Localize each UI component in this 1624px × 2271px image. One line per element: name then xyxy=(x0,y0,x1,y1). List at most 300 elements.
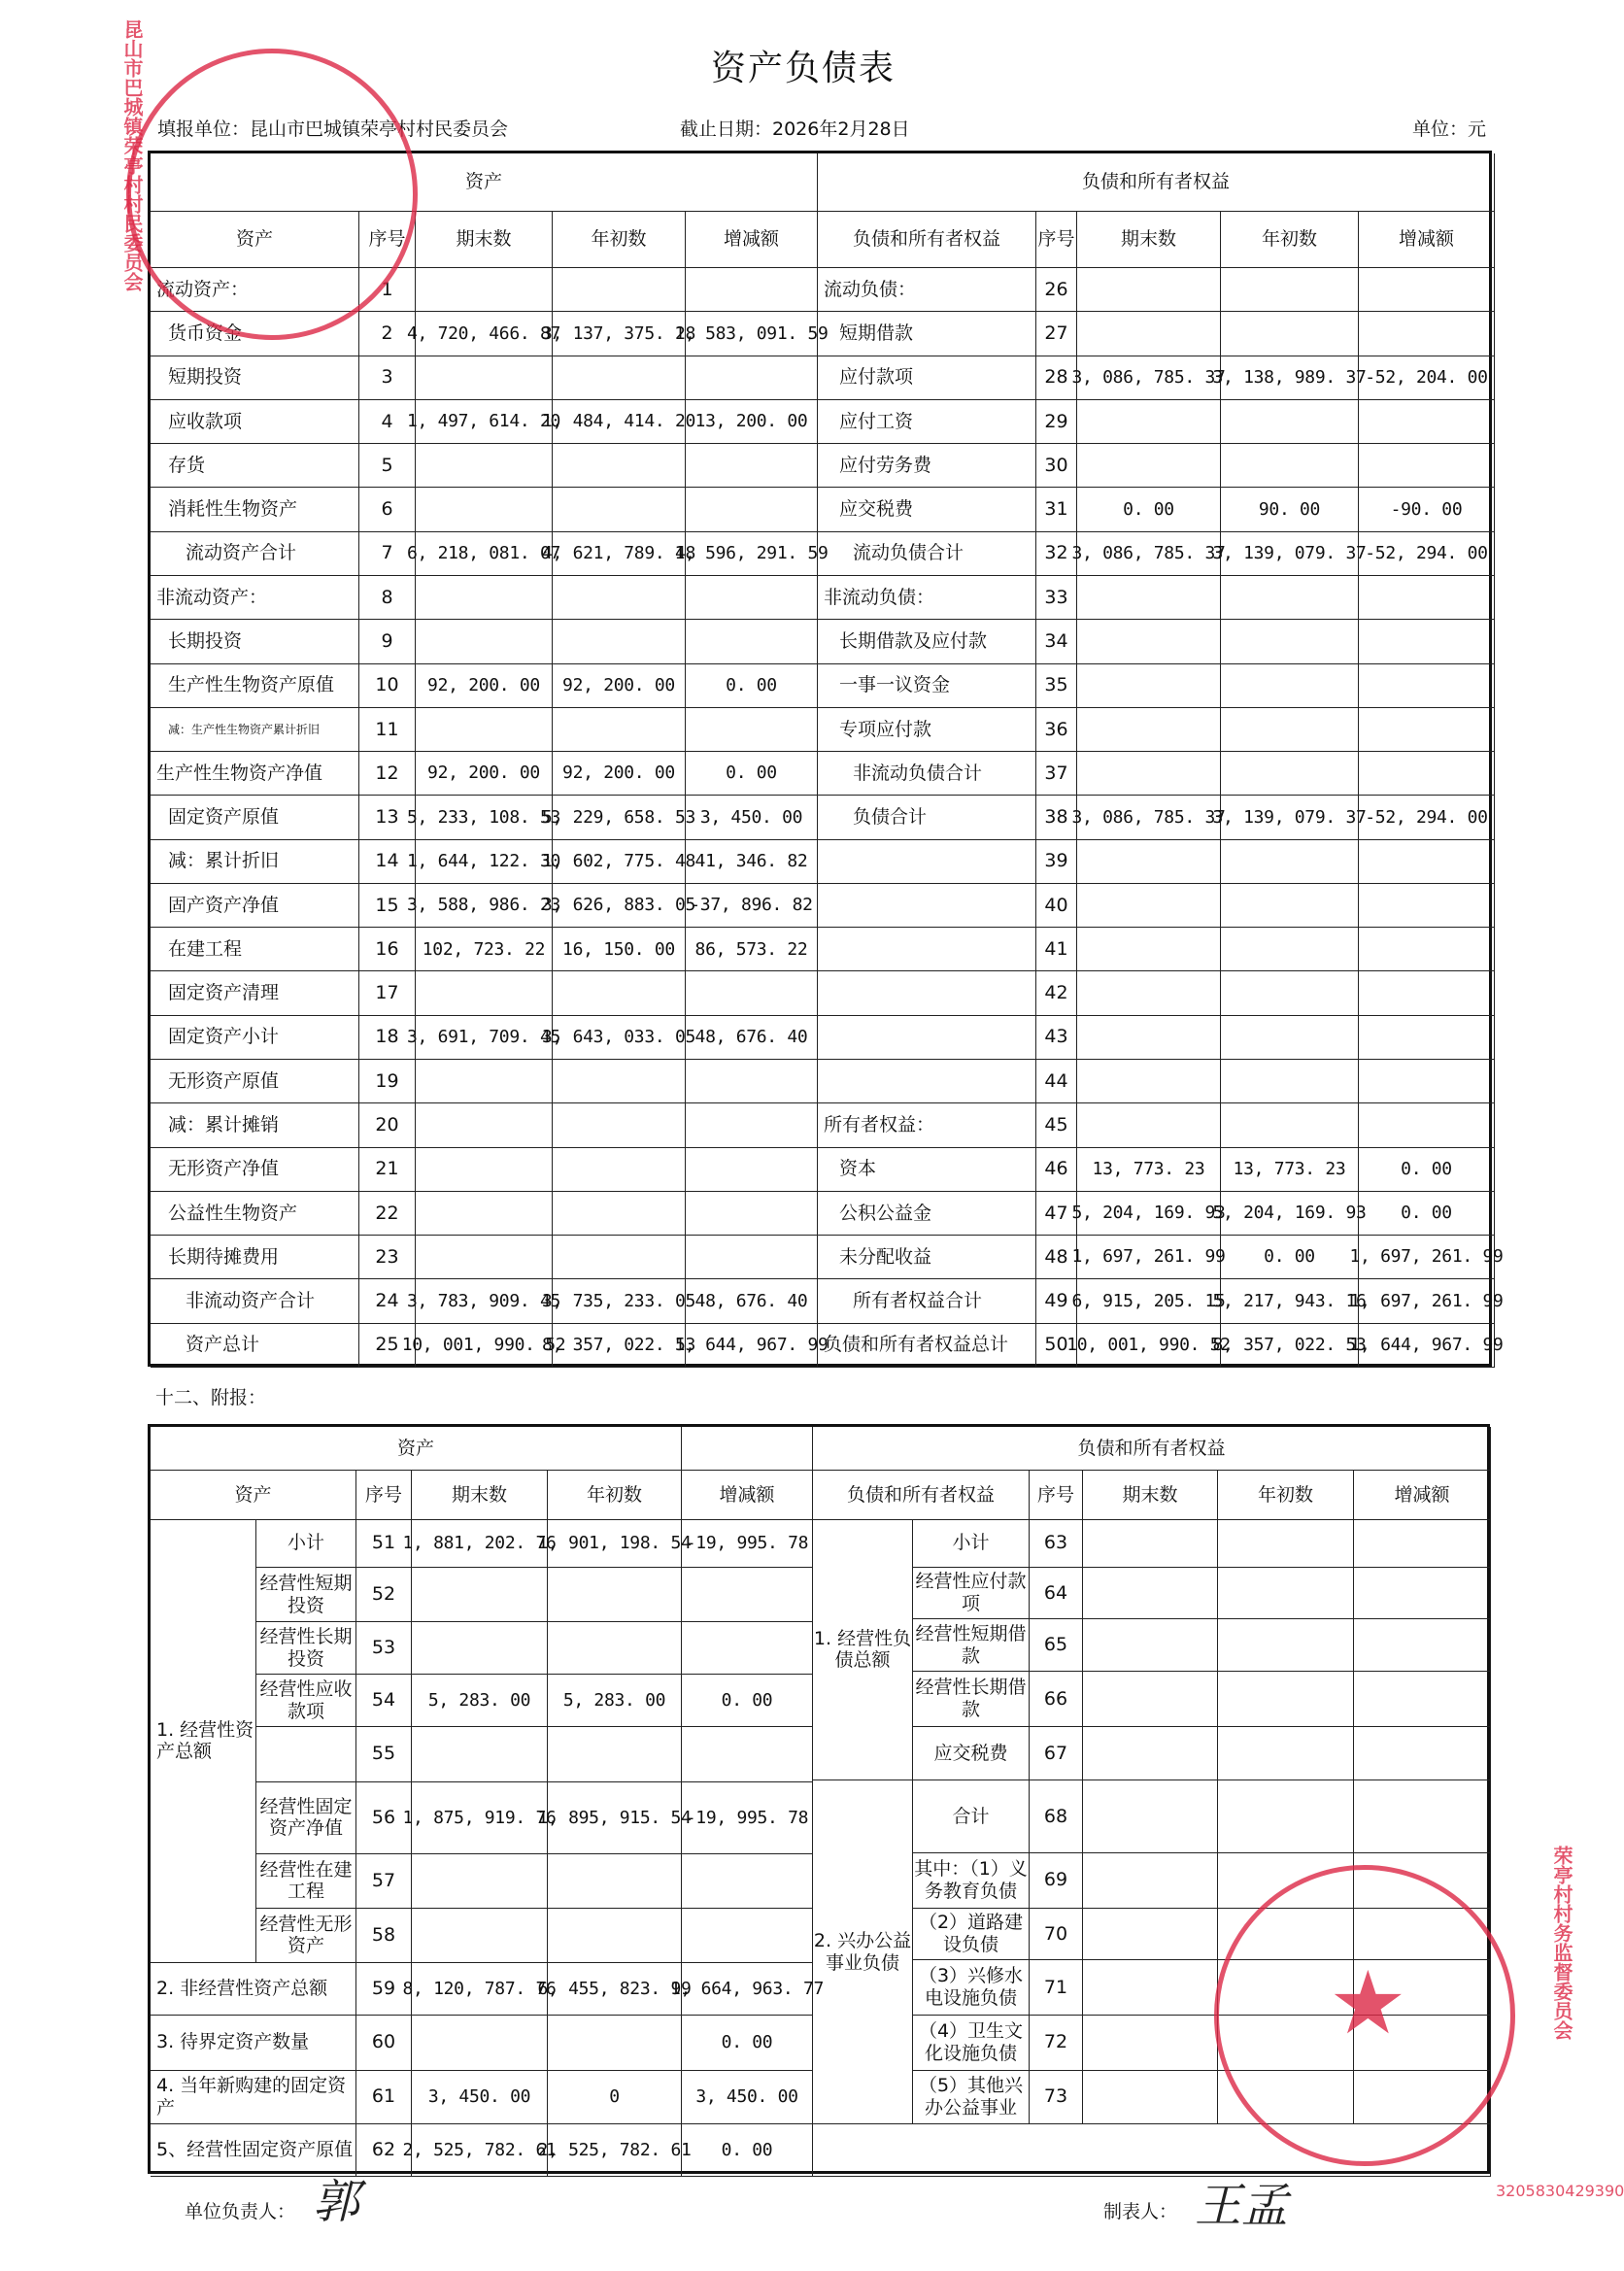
asset-change-amount: 1, 583, 091. 59 xyxy=(686,312,818,356)
asset-item-label: 货币资金 xyxy=(151,312,359,356)
asset-opening-balance: 4, 621, 789. 48 xyxy=(553,532,686,576)
supplement-asset-ending-balance: 5, 283. 00 xyxy=(412,1675,548,1727)
supplement-liability-item-label: （2）道路建设负债 xyxy=(913,1909,1030,1961)
liability-row-number: 36 xyxy=(1036,708,1077,752)
asset-change-amount: 1, 596, 291. 59 xyxy=(686,532,818,576)
supplement-asset-ending-balance: 3, 450. 00 xyxy=(412,2071,548,2124)
liability-item-label: 应付劳务费 xyxy=(818,444,1036,488)
liability-opening-balance xyxy=(1221,1060,1359,1103)
page-title: 资产负债表 xyxy=(710,49,896,88)
supplement-asset-row-number: 59 xyxy=(356,1963,412,2016)
asset-ending-balance: 102, 723. 22 xyxy=(416,928,553,971)
supplement-asset-row-number: 58 xyxy=(356,1909,412,1964)
asset-ending-balance: 1, 644, 122. 30 xyxy=(416,840,553,884)
liability-row-number: 43 xyxy=(1036,1016,1077,1060)
asset-ending-balance xyxy=(416,488,553,531)
liability-row-number: 49 xyxy=(1036,1279,1077,1323)
liability-change-amount xyxy=(1359,1016,1495,1060)
liability-ending-balance xyxy=(1077,752,1221,796)
supplement-liability-ending-balance xyxy=(1083,1519,1218,1567)
asset-ending-balance: 10, 001, 990. 52 xyxy=(416,1324,553,1368)
supplement-liability-change-amount xyxy=(1354,1672,1491,1727)
supplement-liability-row-number: 64 xyxy=(1030,1568,1083,1620)
supplement-asset-row-number: 60 xyxy=(356,2016,412,2071)
liability-opening-balance xyxy=(1221,268,1359,312)
asset-row-number: 5 xyxy=(359,444,416,488)
supplement-asset-row-number: 61 xyxy=(356,2071,412,2124)
asset-change-amount: -37, 896. 82 xyxy=(686,884,818,928)
asset-opening-balance: 8, 357, 022. 53 xyxy=(553,1324,686,1368)
supplement-asset-item-label xyxy=(256,1727,356,1782)
asset-opening-balance: 92, 200. 00 xyxy=(553,752,686,796)
supplement-asset-opening-balance: 0 xyxy=(548,2071,682,2124)
supplement-public-welfare-liabilities-group: 2. 兴办公益事业负债 xyxy=(813,1780,913,2124)
supplement-asset-change-amount: 0. 00 xyxy=(682,1675,813,1727)
liability-change-amount xyxy=(1359,312,1495,356)
asset-opening-balance xyxy=(553,708,686,752)
supplement-asset-item-label: 经营性无形资产 xyxy=(256,1909,356,1964)
asset-opening-balance xyxy=(553,1148,686,1192)
liability-item-label: 应交税费 xyxy=(818,488,1036,531)
liability-change-amount xyxy=(1359,840,1495,884)
liability-item-label: 长期借款及应付款 xyxy=(818,620,1036,663)
asset-opening-balance xyxy=(553,1103,686,1147)
supervision-stamp-text: 荣亭村村务监督委员会 xyxy=(1550,1846,1573,2040)
supplement-liability-opening-balance xyxy=(1218,2071,1354,2124)
supplement-liability-change-amount xyxy=(1354,1853,1491,1909)
supplement-liability-ending-balance xyxy=(1083,1960,1218,2016)
supplement-liability-row-number: 70 xyxy=(1030,1909,1083,1961)
supplement-asset-opening-balance: 6, 455, 823. 99 xyxy=(548,1963,682,2016)
supplement-liability-item-label: 经营性应付款项 xyxy=(913,1568,1030,1620)
supplement-liability-item-label: 应交税费 xyxy=(913,1727,1030,1780)
asset-ending-balance xyxy=(416,576,553,620)
liability-opening-balance xyxy=(1221,312,1359,356)
supplement-liability-change-amount xyxy=(1354,1960,1491,2016)
supplement-liability-item-label: （4）卫生文化设施负债 xyxy=(913,2016,1030,2071)
asset-change-amount xyxy=(686,971,818,1015)
asset-row-number: 3 xyxy=(359,356,416,400)
liability-opening-balance: 3, 139, 079. 37 xyxy=(1221,532,1359,576)
column-header: 期末数 xyxy=(1077,212,1221,268)
liability-opening-balance xyxy=(1221,752,1359,796)
supplement-asset-change-amount xyxy=(682,1909,813,1964)
asset-item-label: 非流动资产： xyxy=(151,576,359,620)
liability-item-label xyxy=(818,971,1036,1015)
liability-change-amount xyxy=(1359,1060,1495,1103)
liability-change-amount: -52, 204. 00 xyxy=(1359,356,1495,400)
liability-ending-balance xyxy=(1077,400,1221,444)
asset-item-label: 减：生产性生物资产累计折旧 xyxy=(151,708,359,752)
supplement-liability-opening-balance xyxy=(1218,1853,1354,1909)
liability-ending-balance: 1, 697, 261. 99 xyxy=(1077,1236,1221,1279)
liability-ending-balance xyxy=(1077,1016,1221,1060)
liability-item-label: 短期借款 xyxy=(818,312,1036,356)
liability-row-number: 44 xyxy=(1036,1060,1077,1103)
liability-item-label: 未分配收益 xyxy=(818,1236,1036,1279)
liability-opening-balance xyxy=(1221,971,1359,1015)
asset-change-amount xyxy=(686,268,818,312)
supplement-asset-ending-balance xyxy=(412,2016,548,2071)
liability-row-number: 39 xyxy=(1036,840,1077,884)
asset-ending-balance: 92, 200. 00 xyxy=(416,752,553,796)
liability-row-number: 35 xyxy=(1036,664,1077,708)
column-header: 增减额 xyxy=(686,212,818,268)
asset-item-label: 固定资产小计 xyxy=(151,1016,359,1060)
asset-row-number: 20 xyxy=(359,1103,416,1147)
asset-opening-balance: 5, 229, 658. 53 xyxy=(553,796,686,839)
liability-item-label xyxy=(818,1060,1036,1103)
liability-opening-balance xyxy=(1221,576,1359,620)
asset-change-amount: 41, 346. 82 xyxy=(686,840,818,884)
liability-row-number: 41 xyxy=(1036,928,1077,971)
asset-change-amount xyxy=(686,444,818,488)
asset-row-number: 22 xyxy=(359,1192,416,1236)
asset-row-number: 18 xyxy=(359,1016,416,1060)
liability-row-number: 37 xyxy=(1036,752,1077,796)
column-header: 资产 xyxy=(151,1471,356,1520)
liability-opening-balance xyxy=(1221,928,1359,971)
liability-item-label: 所有者权益： xyxy=(818,1103,1036,1147)
liability-row-number: 42 xyxy=(1036,971,1077,1015)
asset-change-amount: 3, 450. 00 xyxy=(686,796,818,839)
asset-row-number: 14 xyxy=(359,840,416,884)
liability-opening-balance xyxy=(1221,664,1359,708)
supplement-liability-row-number: 66 xyxy=(1030,1672,1083,1727)
asset-change-amount xyxy=(686,488,818,531)
supplement-liability-item-label: 经营性短期借款 xyxy=(913,1619,1030,1672)
supplement-assets-group-header: 资产 xyxy=(151,1427,682,1471)
liability-row-number: 26 xyxy=(1036,268,1077,312)
supplement-liability-opening-balance xyxy=(1218,2016,1354,2071)
star-icon: ★ xyxy=(1329,1952,1407,2054)
supplement-liability-ending-balance xyxy=(1083,1727,1218,1780)
liability-ending-balance: 13, 773. 23 xyxy=(1077,1148,1221,1192)
asset-row-number: 2 xyxy=(359,312,416,356)
asset-row-number: 1 xyxy=(359,268,416,312)
liability-ending-balance xyxy=(1077,884,1221,928)
asset-row-number: 21 xyxy=(359,1148,416,1192)
column-header: 年初数 xyxy=(1218,1471,1354,1520)
liability-change-amount xyxy=(1359,928,1495,971)
liability-change-amount xyxy=(1359,971,1495,1015)
balance-sheet-table xyxy=(148,151,1504,1367)
liability-row-number: 50 xyxy=(1036,1324,1077,1368)
supplement-asset-opening-balance xyxy=(548,1622,682,1675)
asset-change-amount xyxy=(686,356,818,400)
liability-item-label: 非流动负债合计 xyxy=(818,752,1036,796)
liability-ending-balance: 3, 086, 785. 37 xyxy=(1077,532,1221,576)
asset-item-label: 流动资产： xyxy=(151,268,359,312)
supplement-asset-opening-balance: 2, 525, 782. 61 xyxy=(548,2124,682,2177)
liability-opening-balance: 5, 217, 943. 16 xyxy=(1221,1279,1359,1323)
supplement-operating-assets-group: 1. 经营性资产总额 xyxy=(151,1519,256,1963)
asset-opening-balance xyxy=(553,444,686,488)
preparer-label: 制表人： xyxy=(1103,2201,1178,2222)
supplement-asset-row-number: 62 xyxy=(356,2124,412,2177)
column-header: 序号 xyxy=(1036,212,1077,268)
column-header: 年初数 xyxy=(553,212,686,268)
supplement-blank-header xyxy=(682,1427,813,1471)
supplement-asset-row-number: 52 xyxy=(356,1568,412,1623)
asset-item-label: 生产性生物资产原值 xyxy=(151,664,359,708)
asset-change-amount xyxy=(686,1148,818,1192)
asset-opening-balance: 3, 626, 883. 05 xyxy=(553,884,686,928)
liability-row-number: 38 xyxy=(1036,796,1077,839)
liability-opening-balance: 90. 00 xyxy=(1221,488,1359,531)
asset-item-label: 流动资产合计 xyxy=(151,532,359,576)
supplement-asset-ending-balance: 1, 881, 202. 76 xyxy=(412,1519,548,1567)
asset-item-label: 消耗性生物资产 xyxy=(151,488,359,531)
asset-row-number: 15 xyxy=(359,884,416,928)
reporting-unit: 填报单位：昆山市巴城镇荣亭村村民委员会 xyxy=(157,119,509,140)
liability-change-amount xyxy=(1359,884,1495,928)
supplement-liability-ending-balance xyxy=(1083,1853,1218,1909)
asset-ending-balance: 1, 497, 614. 20 xyxy=(416,400,553,444)
supplement-liability-item-label: （5）其他兴办公益事业 xyxy=(913,2071,1030,2124)
asset-row-number: 10 xyxy=(359,664,416,708)
supplement-asset-ending-balance xyxy=(412,1622,548,1675)
column-header: 资产 xyxy=(151,212,359,268)
asset-item-label: 减：累计摊销 xyxy=(151,1103,359,1147)
liability-item-label xyxy=(818,840,1036,884)
asset-item-label: 固定资产原值 xyxy=(151,796,359,839)
supplement-asset-opening-balance: 5, 283. 00 xyxy=(548,1675,682,1727)
liability-row-number: 33 xyxy=(1036,576,1077,620)
asset-change-amount xyxy=(686,620,818,663)
asset-ending-balance: 6, 218, 081. 07 xyxy=(416,532,553,576)
liability-row-number: 30 xyxy=(1036,444,1077,488)
liability-item-label: 流动负债： xyxy=(818,268,1036,312)
asset-ending-balance: 3, 691, 709. 45 xyxy=(416,1016,553,1060)
asset-row-number: 17 xyxy=(359,971,416,1015)
liability-ending-balance xyxy=(1077,840,1221,884)
asset-opening-balance xyxy=(553,268,686,312)
liability-change-amount xyxy=(1359,444,1495,488)
supplement-asset-row-number: 55 xyxy=(356,1727,412,1782)
supplement-liability-ending-balance xyxy=(1083,1619,1218,1672)
liability-change-amount xyxy=(1359,752,1495,796)
preparer-signature: 王孟 xyxy=(1195,2179,1289,2233)
asset-ending-balance xyxy=(416,708,553,752)
liability-change-amount xyxy=(1359,576,1495,620)
supplement-liability-row-number: 71 xyxy=(1030,1960,1083,2016)
supplement-asset-opening-balance: 1, 901, 198. 54 xyxy=(548,1519,682,1567)
liability-change-amount: 1, 697, 261. 99 xyxy=(1359,1279,1495,1323)
asset-ending-balance: 92, 200. 00 xyxy=(416,664,553,708)
liability-change-amount xyxy=(1359,664,1495,708)
asset-opening-balance: 3, 735, 233. 05 xyxy=(553,1279,686,1323)
supplement-liability-ending-balance xyxy=(1083,2016,1218,2071)
asset-item-label: 生产性生物资产净值 xyxy=(151,752,359,796)
liability-opening-balance xyxy=(1221,444,1359,488)
asset-opening-balance xyxy=(553,1192,686,1236)
liability-opening-balance xyxy=(1221,884,1359,928)
asset-row-number: 19 xyxy=(359,1060,416,1103)
assets-group-header: 资产 xyxy=(151,153,818,212)
liability-item-label xyxy=(818,1016,1036,1060)
liability-item-label: 非流动负债： xyxy=(818,576,1036,620)
column-header: 年初数 xyxy=(548,1471,682,1520)
asset-ending-balance xyxy=(416,620,553,663)
liability-change-amount: 0. 00 xyxy=(1359,1192,1495,1236)
supplement-liability-row-number: 63 xyxy=(1030,1519,1083,1567)
supplement-asset-change-amount: -19, 995. 78 xyxy=(682,1782,813,1855)
supplement-liability-opening-balance xyxy=(1218,1619,1354,1672)
supplement-liability-opening-balance xyxy=(1218,1909,1354,1961)
liabilities-group-header: 负债和所有者权益 xyxy=(818,153,1495,212)
supplement-asset-item-label: 经营性长期投资 xyxy=(256,1622,356,1675)
asset-change-amount xyxy=(686,1060,818,1103)
supplement-asset-item-label: 经营性在建工程 xyxy=(256,1854,356,1908)
liability-item-label: 公积公益金 xyxy=(818,1192,1036,1236)
liability-opening-balance xyxy=(1221,400,1359,444)
supplement-asset-change-amount: 1, 664, 963. 77 xyxy=(682,1963,813,2016)
asset-ending-balance xyxy=(416,444,553,488)
supplement-asset-change-amount: 3, 450. 00 xyxy=(682,2071,813,2124)
liability-row-number: 46 xyxy=(1036,1148,1077,1192)
supplement-asset-opening-balance xyxy=(548,1909,682,1964)
liability-ending-balance: 3, 086, 785. 37 xyxy=(1077,356,1221,400)
supplement-liability-item-label: 小计 xyxy=(913,1519,1030,1567)
supplement-liability-ending-balance xyxy=(1083,1672,1218,1727)
liability-change-amount xyxy=(1359,708,1495,752)
liability-ending-balance xyxy=(1077,664,1221,708)
asset-row-number: 13 xyxy=(359,796,416,839)
supplement-asset-item-label: 2. 非经营性资产总额 xyxy=(151,1963,356,2016)
liability-row-number: 29 xyxy=(1036,400,1077,444)
asset-change-amount: 0. 00 xyxy=(686,664,818,708)
supplement-liability-change-amount xyxy=(1354,1568,1491,1620)
supplement-liability-item-label: 经营性长期借款 xyxy=(913,1672,1030,1727)
supplement-liability-row-number: 72 xyxy=(1030,2016,1083,2071)
liability-row-number: 28 xyxy=(1036,356,1077,400)
asset-change-amount: 48, 676. 40 xyxy=(686,1016,818,1060)
asset-item-label: 固产资产净值 xyxy=(151,884,359,928)
asset-item-label: 应收款项 xyxy=(151,400,359,444)
column-header: 负债和所有者权益 xyxy=(818,212,1036,268)
supplement-heading: 十二、附报： xyxy=(155,1387,267,1408)
supplement-liability-item-label: （3）兴修水电设施负债 xyxy=(913,1960,1030,2016)
liability-item-label xyxy=(818,884,1036,928)
supplement-asset-row-number: 53 xyxy=(356,1622,412,1675)
liability-opening-balance xyxy=(1221,708,1359,752)
asset-opening-balance xyxy=(553,620,686,663)
liability-ending-balance: 3, 086, 785. 37 xyxy=(1077,796,1221,839)
asset-opening-balance: 1, 484, 414. 20 xyxy=(553,400,686,444)
asset-item-label: 长期待摊费用 xyxy=(151,1236,359,1279)
liability-ending-balance: 6, 915, 205. 15 xyxy=(1077,1279,1221,1323)
asset-ending-balance: 4, 720, 466. 87 xyxy=(416,312,553,356)
asset-change-amount: 13, 200. 00 xyxy=(686,400,818,444)
column-header: 增减额 xyxy=(1354,1471,1491,1520)
supplement-asset-change-amount: 0. 00 xyxy=(682,2124,813,2177)
liability-opening-balance xyxy=(1221,1016,1359,1060)
supplement-asset-change-amount xyxy=(682,1727,813,1782)
supplement-asset-item-label: 经营性应收款项 xyxy=(256,1675,356,1727)
supplement-asset-item-label: 3. 待界定资产数量 xyxy=(151,2016,356,2071)
asset-row-number: 11 xyxy=(359,708,416,752)
asset-opening-balance xyxy=(553,1236,686,1279)
supplement-asset-change-amount xyxy=(682,1854,813,1908)
asset-row-number: 4 xyxy=(359,400,416,444)
liability-row-number: 27 xyxy=(1036,312,1077,356)
asset-opening-balance xyxy=(553,971,686,1015)
supplement-asset-change-amount xyxy=(682,1568,813,1623)
asset-item-label: 非流动资产合计 xyxy=(151,1279,359,1323)
supervision-stamp-code: 3205830429390 xyxy=(1496,2182,1624,2200)
asset-item-label: 无形资产净值 xyxy=(151,1148,359,1192)
liability-item-label: 流动负债合计 xyxy=(818,532,1036,576)
asset-ending-balance xyxy=(416,971,553,1015)
asset-row-number: 12 xyxy=(359,752,416,796)
liability-item-label: 所有者权益合计 xyxy=(818,1279,1036,1323)
liability-item-label: 应付款项 xyxy=(818,356,1036,400)
supplement-operating-liabilities-group: 1. 经营性负债总额 xyxy=(813,1519,913,1780)
liability-opening-balance: 3, 138, 989. 37 xyxy=(1221,356,1359,400)
supplement-liability-opening-balance xyxy=(1218,1672,1354,1727)
liability-change-amount: 1, 644, 967. 99 xyxy=(1359,1324,1495,1368)
asset-row-number: 6 xyxy=(359,488,416,531)
asset-opening-balance: 16, 150. 00 xyxy=(553,928,686,971)
liability-row-number: 40 xyxy=(1036,884,1077,928)
asset-item-label: 短期投资 xyxy=(151,356,359,400)
supplement-asset-change-amount xyxy=(682,1622,813,1675)
liability-change-amount: -52, 294. 00 xyxy=(1359,532,1495,576)
supplement-asset-item-label: 4. 当年新购建的固定资产 xyxy=(151,2071,356,2124)
asset-ending-balance xyxy=(416,1192,553,1236)
asset-item-label: 减：累计折旧 xyxy=(151,840,359,884)
liability-change-amount xyxy=(1359,268,1495,312)
liability-row-number: 45 xyxy=(1036,1103,1077,1147)
asset-ending-balance xyxy=(416,1060,553,1103)
asset-item-label: 公益性生物资产 xyxy=(151,1192,359,1236)
asset-change-amount xyxy=(686,708,818,752)
supplement-liability-opening-balance xyxy=(1218,1568,1354,1620)
asset-row-number: 23 xyxy=(359,1236,416,1279)
column-header: 负债和所有者权益 xyxy=(813,1471,1030,1520)
liability-item-label: 一事一议资金 xyxy=(818,664,1036,708)
supplement-liability-row-number: 69 xyxy=(1030,1853,1083,1909)
committee-stamp-text: 昆山市巴城镇荣亭村村民委员会 xyxy=(120,19,144,291)
column-header: 增减额 xyxy=(682,1471,813,1520)
supplement-liabilities-group-header: 负债和所有者权益 xyxy=(813,1427,1491,1471)
column-header: 序号 xyxy=(359,212,416,268)
liability-change-amount: -90. 00 xyxy=(1359,488,1495,531)
asset-opening-balance xyxy=(553,488,686,531)
liability-item-label: 负债和所有者权益总计 xyxy=(818,1324,1036,1368)
liability-ending-balance xyxy=(1077,312,1221,356)
asset-change-amount xyxy=(686,1103,818,1147)
supplement-liability-change-amount xyxy=(1354,1780,1491,1853)
column-header: 期末数 xyxy=(1083,1471,1218,1520)
asset-change-amount: 48, 676. 40 xyxy=(686,1279,818,1323)
supplement-liability-item-label: 其中：（1）义务教育负债 xyxy=(913,1853,1030,1909)
asset-ending-balance: 3, 783, 909. 45 xyxy=(416,1279,553,1323)
cutoff-date: 截止日期：2026年2月28日 xyxy=(680,119,910,140)
asset-row-number: 25 xyxy=(359,1324,416,1368)
supplement-asset-ending-balance: 2, 525, 782. 61 xyxy=(412,2124,548,2177)
column-header: 期末数 xyxy=(416,212,553,268)
asset-opening-balance: 3, 137, 375. 28 xyxy=(553,312,686,356)
supplement-liability-ending-balance xyxy=(1083,1568,1218,1620)
unit-head-signature: 郭 xyxy=(313,2175,360,2229)
liability-opening-balance: 0. 00 xyxy=(1221,1236,1359,1279)
asset-row-number: 9 xyxy=(359,620,416,663)
liability-row-number: 34 xyxy=(1036,620,1077,663)
supplement-asset-opening-balance xyxy=(548,1854,682,1908)
asset-change-amount xyxy=(686,1192,818,1236)
